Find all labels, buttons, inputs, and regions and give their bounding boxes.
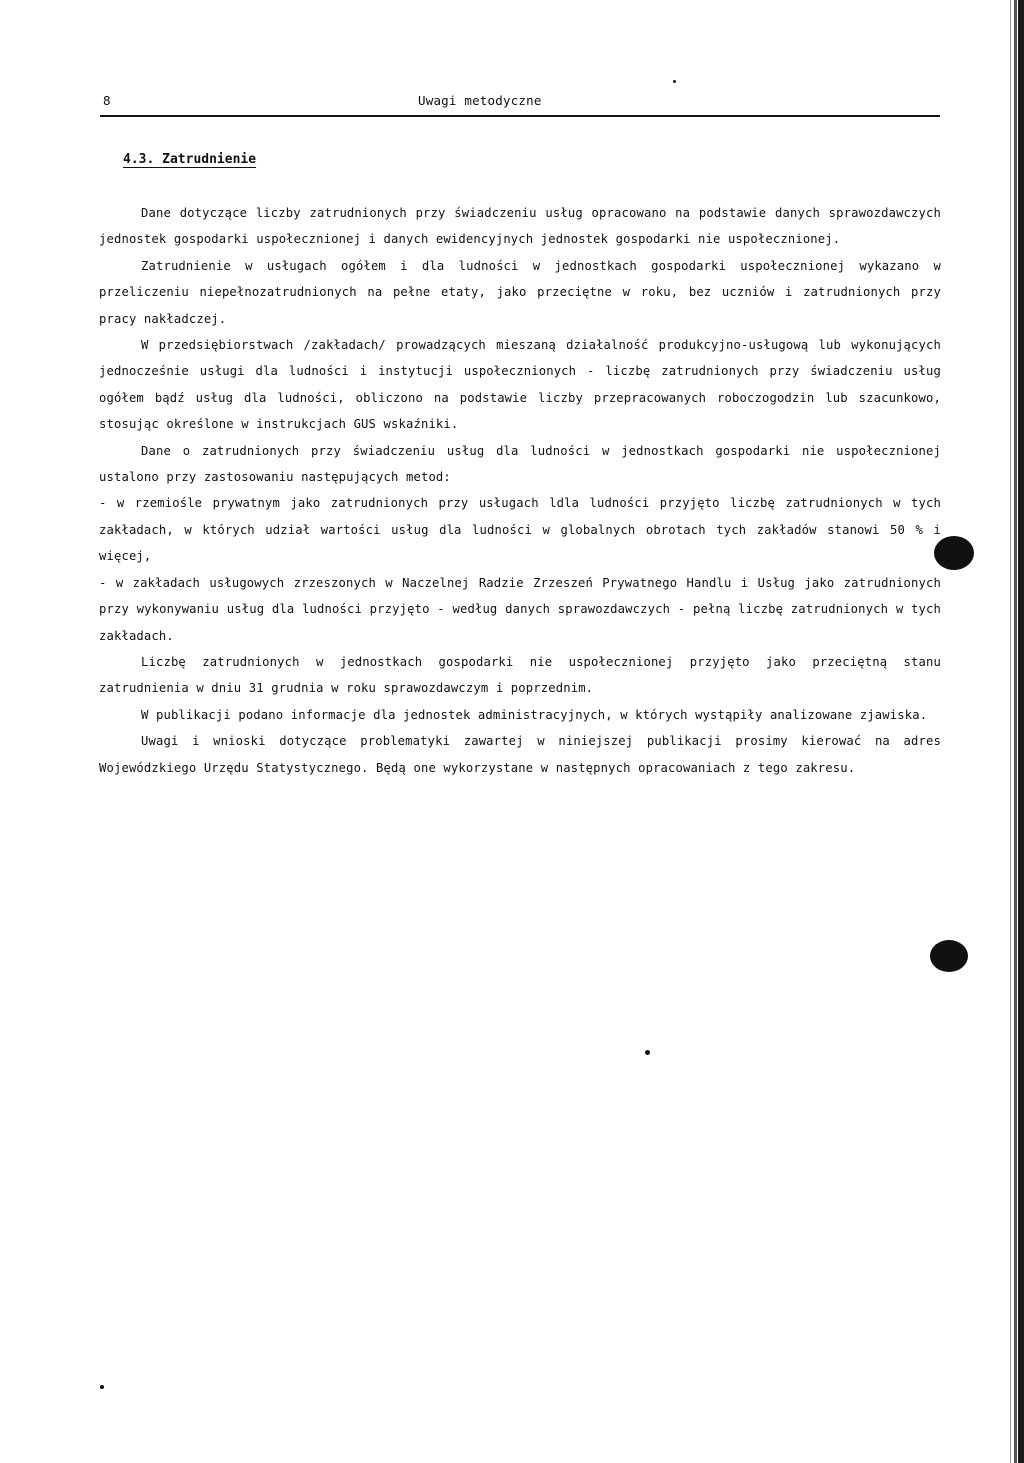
paragraph-data-sources: Dane dotyczące liczby zatrudnionych przy świadczeniu usług opracowano na podstawie danych sprawozdawczych jednostek gospodarki uspołecznionej i danych ewidencyjnych jednostek gospodarki nie uspołecznionej. bbox=[99, 206, 941, 247]
page-number: 8 bbox=[103, 93, 111, 108]
list-item-service-associations: - w zakładach usługowych zrzeszonych w Naczelnej Radzie Zrzeszeń Prywatnego Handlu i Usług jako zatrudnionych przy wykonywaniu usług dla ludności przyjęto - według danych sprawozdawczych - pełną liczbę zatrudnionych w tych zakładach. bbox=[99, 575, 941, 643]
scan-blot bbox=[930, 940, 968, 972]
scan-dot bbox=[100, 1385, 104, 1389]
paragraph-socialized-employment: Zatrudnienie w usługach ogółem i dla ludności w jednostkach gospodarki uspołecznionej wykazano w przeliczeniu niepełnozatrudnionych na pełne etaty, jako przeciętne w roku, bez uczniów i zatrudnionych przy pracy nakładczej. bbox=[99, 258, 941, 326]
scan-edge-artifact bbox=[996, 0, 1024, 1463]
scan-dot bbox=[645, 1050, 650, 1055]
body-text bbox=[99, 200, 941, 781]
list-item-private-craft: - w rzemiośle prywatnym jako zatrudnionych przy usługach ldla ludności przyjęto liczbę zatrudnionych w tych zakładach, w których udział wartości usług dla ludności w globalnych obrotach tych zakładów stanowi 50 % i więcej, bbox=[99, 496, 941, 564]
section-title: Zatrudnienie bbox=[162, 152, 257, 167]
header-rule bbox=[100, 115, 940, 117]
scan-blot bbox=[934, 536, 974, 570]
scan-dot bbox=[673, 80, 676, 83]
section-heading bbox=[123, 152, 256, 167]
running-header-title: Uwagi metodyczne bbox=[418, 93, 542, 108]
paragraph-administrative-units: W publikacji podano informacje dla jednostek administracyjnych, w których wystąpiły analizowane zjawiska. bbox=[141, 707, 928, 722]
paragraph-feedback: Uwagi i wnioski dotyczące problematyki zawartej w niniejszej publikacji prosimy kierować na adres Wojewódzkiego Urzędu Statystycznego. Będą one wykorzystane w następnych opracowaniach z tego zakresu. bbox=[99, 734, 941, 775]
section-number: 4.3. bbox=[123, 152, 155, 167]
paragraph-average-employment: Liczbę zatrudnionych w jednostkach gospodarki nie uspołecznionej przyjęto jako przeciętną stanu zatrudnienia w dniu 31 grudnia w roku sprawozdawczym i poprzednim. bbox=[99, 654, 941, 696]
paragraph-mixed-activity: W przedsiębiorstwach /zakładach/ prowadzących mieszaną działalność produkcyjno-usługową lub wykonujących jednocześnie usługi dla ludności i instytucji uspołecznionych - liczbę zatrudnionych przy świadczeniu usług ogółem bądź usług dla ludności, obliczono na podstawie liczby przepracowanych roboczogodzin lub szacunkowo, stosując określone w instrukcjach GUS wskaźniki. bbox=[99, 338, 941, 432]
paragraph-non-socialized-methods: Dane o zatrudnionych przy świadczeniu usług dla ludności w jednostkach gospodarki nie uspołecznionej ustalono przy zastosowaniu następujących metod: bbox=[99, 443, 941, 485]
